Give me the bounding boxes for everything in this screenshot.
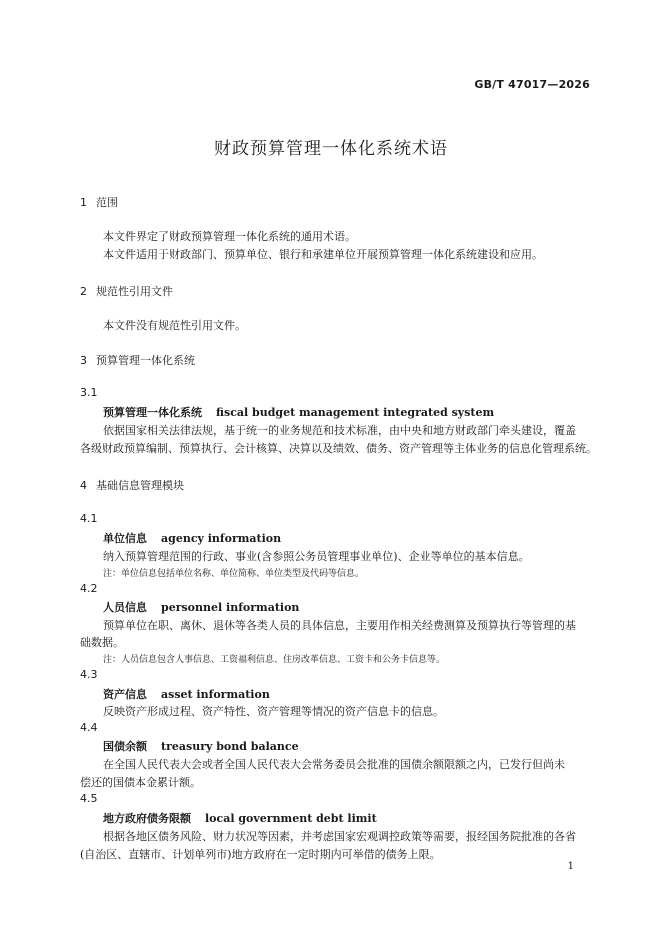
section-2-heading <box>80 283 173 299</box>
term-zh: 单位信息 <box>103 532 147 545</box>
term-definition-line: 预算单位在职、离休、退休等各类人员的具体信息，主要用作相关经费测算及预算执行等管理的基 <box>103 619 576 632</box>
term-4-3 <box>103 686 270 702</box>
page-number: 1 <box>567 861 574 872</box>
term-id: 4.3 <box>80 668 98 681</box>
section-1-heading <box>80 194 118 210</box>
scope-paragraph-1: 本文件界定了财政预算管理一体化系统的通用术语。 <box>103 230 356 243</box>
term-3-1 <box>103 404 494 420</box>
term-definition-line: (自治区、直辖市、计划单列市)地方政府在一定时期内可举借的债务上限。 <box>80 848 441 861</box>
section-title: 规范性引用文件 <box>96 285 173 298</box>
term-zh: 资产信息 <box>103 688 147 701</box>
term-definition-line: 纳入预算管理范围的行政、事业(含参照公务员管理事业单位)、企业等单位的基本信息。 <box>103 550 530 563</box>
term-note: 注：人员信息包含人事信息、工资福利信息、住房改革信息、工资卡和公务卡信息等。 <box>103 655 446 665</box>
term-definition-line: 依据国家相关法律法规，基于统一的业务规范和技术标准，由中央和地方财政部门牵头建设，覆盖 <box>103 424 576 437</box>
term-en: asset information <box>161 688 270 701</box>
term-id: 4.1 <box>80 512 98 525</box>
scope-paragraph-2: 本文件适用于财政部门、预算单位、银行和承建单位开展预算管理一体化系统建设和应用。 <box>103 248 543 261</box>
section-number: 2 <box>80 285 87 298</box>
term-en: treasury bond balance <box>161 740 299 753</box>
term-definition-line: 根据各地区债务风险、财力状况等因素，并考虑国家宏观调控政策等需要，报经国务院批准的各省 <box>103 830 576 843</box>
section-4-heading <box>80 477 184 493</box>
term-id: 4.5 <box>80 792 98 805</box>
section-title: 预算管理一体化系统 <box>96 354 195 367</box>
term-en: fiscal budget management integrated system <box>216 406 495 419</box>
term-note: 注：单位信息包括单位名称、单位简称、单位类型及代码等信息。 <box>103 569 365 579</box>
term-definition-line: 在全国人民代表大会或者全国人民代表大会常务委员会批准的国债余额限额之内，已发行但尚未 <box>103 758 565 771</box>
standard-number: GB/T 47017—2026 <box>474 78 590 91</box>
term-zh: 人员信息 <box>103 601 147 614</box>
term-zh: 地方政府债务限额 <box>103 812 191 825</box>
term-id: 4.4 <box>80 721 98 734</box>
term-4-4 <box>103 738 299 754</box>
term-definition-line: 反映资产形成过程、资产特性、资产管理等情况的资产信息卡的信息。 <box>103 705 444 718</box>
term-id: 4.2 <box>80 582 98 595</box>
section-number: 4 <box>80 479 87 492</box>
term-en: personnel information <box>161 601 300 614</box>
term-4-5 <box>103 810 377 826</box>
term-definition-line: 偿还的国债本金累计额。 <box>80 776 201 789</box>
term-en: local government debt limit <box>205 812 377 825</box>
section-number: 3 <box>80 354 87 367</box>
section-title: 范围 <box>96 196 118 209</box>
term-en: agency information <box>161 532 282 545</box>
term-id: 3.1 <box>80 386 98 399</box>
term-zh: 预算管理一体化系统 <box>103 406 202 419</box>
section-title: 基础信息管理模块 <box>96 479 184 492</box>
term-zh: 国债余额 <box>103 740 147 753</box>
document-title: 财政预算管理一体化系统术语 <box>214 139 448 159</box>
term-definition-line: 础数据。 <box>80 636 124 649</box>
term-4-2 <box>103 599 299 615</box>
refs-paragraph: 本文件没有规范性引用文件。 <box>103 319 246 332</box>
term-definition-line: 各级财政预算编制、预算执行、会计核算、决算以及绩效、债务、资产管理等主体业务的信息化管理系统。 <box>80 442 597 455</box>
section-3-heading <box>80 352 195 368</box>
section-number: 1 <box>80 196 87 209</box>
term-4-1 <box>103 530 281 546</box>
